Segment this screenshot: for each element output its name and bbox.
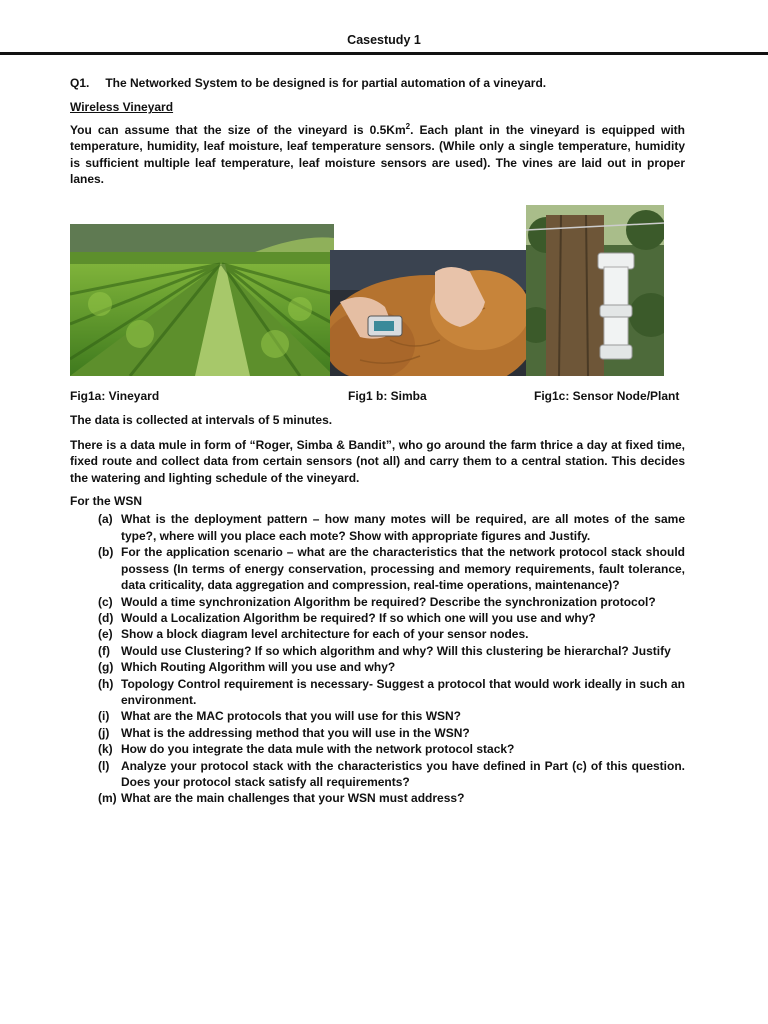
fig-c-caption: Fig1c: Sensor Node/Plant bbox=[534, 389, 680, 404]
list-item bbox=[98, 676, 685, 709]
list-item bbox=[98, 626, 685, 642]
item-text: What are the main challenges that your WSN must address? bbox=[121, 791, 465, 806]
item-label: (f) bbox=[98, 643, 110, 658]
wsn-heading: For the WSN bbox=[70, 494, 142, 509]
item-label: (k) bbox=[98, 742, 113, 757]
item-text: What is the deployment pattern – how many motes will be required, are all motes of the same type?, where will you place each mote? Show with appropriate figures and Justify. bbox=[121, 512, 685, 543]
document-body bbox=[70, 75, 685, 807]
question-text: The Networked System to be designed is for partial automation of a vineyard. bbox=[105, 76, 547, 90]
list-item bbox=[98, 708, 685, 724]
list-item bbox=[98, 544, 685, 593]
list-item bbox=[98, 610, 685, 626]
item-label: (m) bbox=[98, 791, 117, 806]
item-label: (a) bbox=[98, 512, 113, 527]
list-item bbox=[98, 725, 685, 741]
list-item bbox=[98, 594, 685, 610]
interval-paragraph: The data is collected at intervals of 5 minutes. bbox=[70, 413, 333, 428]
figure-captions bbox=[70, 388, 685, 406]
fig-a-caption: Fig1a: Vineyard bbox=[70, 389, 160, 404]
item-label: (i) bbox=[98, 709, 110, 724]
list-item bbox=[98, 659, 685, 675]
question-line bbox=[70, 75, 685, 91]
page-header-title: Casestudy 1 bbox=[347, 33, 421, 47]
intro-paragraph bbox=[70, 122, 685, 188]
header-rule bbox=[0, 52, 768, 55]
list-item bbox=[98, 511, 685, 544]
item-text: Would a time synchronization Algorithm be required? Describe the synchronization protocol? bbox=[121, 594, 656, 609]
item-label: (d) bbox=[98, 610, 114, 625]
vineyard-image bbox=[70, 224, 334, 376]
item-text: Topology Control requirement is necessary- Suggest a protocol that would work ideally in such an environment. bbox=[121, 676, 685, 707]
data-mule-paragraph: There is a data mule in form of “Roger, Simba & Bandit”, who go around the farm thrice a day at fixed time, fixed route and collect data from certain sensors (not all) and carry them to a central station. This decides the watering and lighting schedule of the vineyard. bbox=[70, 437, 685, 485]
sensor-node-image bbox=[526, 205, 664, 376]
dog-simba-image bbox=[330, 250, 526, 376]
list-item bbox=[98, 790, 685, 806]
item-label: (l) bbox=[98, 758, 110, 773]
section-title: Wireless Vineyard bbox=[70, 100, 174, 115]
figures-row bbox=[70, 205, 685, 388]
item-label: (c) bbox=[98, 594, 113, 609]
list-item bbox=[98, 741, 685, 757]
item-label: (h) bbox=[98, 676, 114, 691]
item-text: Which Routing Algorithm will you use and why? bbox=[121, 660, 396, 675]
list-item bbox=[98, 643, 685, 659]
question-list bbox=[98, 511, 685, 806]
item-text: Would use Clustering? If so which algorithm and why? Will this clustering be hierarchal? Justify bbox=[121, 643, 671, 658]
item-label: (b) bbox=[98, 545, 114, 560]
question-number: Q1. bbox=[70, 76, 90, 90]
item-text: Would a Localization Algorithm be required? If so which one will you use and why? bbox=[121, 610, 596, 625]
item-text: How do you integrate the data mule with the network protocol stack? bbox=[121, 742, 515, 757]
intro-superscript: 2 bbox=[405, 121, 411, 131]
item-text: For the application scenario – what are the characteristics that the network protocol stack should possess (In terms of energy conservation, processing and memory requirements, fault tolerance, data criticality, data aggregation and compression, real-time operations, maintenance)? bbox=[121, 545, 685, 593]
item-text: What are the MAC protocols that you will use for this WSN? bbox=[121, 709, 462, 724]
fig-b-caption: Fig1 b: Simba bbox=[348, 389, 427, 404]
intro-text-start: You can assume that the size of the vineyard is 0.5Km bbox=[70, 122, 406, 137]
item-text: Analyze your protocol stack with the characteristics you have defined in Part (c) of this question. Does your protocol stack satisfy all requirements? bbox=[121, 758, 685, 789]
list-item bbox=[98, 758, 685, 791]
item-label: (j) bbox=[98, 725, 110, 740]
item-label: (g) bbox=[98, 660, 114, 675]
item-text: What is the addressing method that you will use in the WSN? bbox=[121, 725, 470, 740]
item-label: (e) bbox=[98, 627, 113, 642]
item-text: Show a block diagram level architecture for each of your sensor nodes. bbox=[121, 627, 529, 642]
intro-text-end: . Each plant in the vineyard is equipped with temperature, humidity, leaf moisture, leaf temperature sensors. (While only a single temperature, humidity is sufficient multiple leaf temperature, leaf moisture sensors are used). The vines are laid out in proper lanes. bbox=[70, 122, 686, 187]
